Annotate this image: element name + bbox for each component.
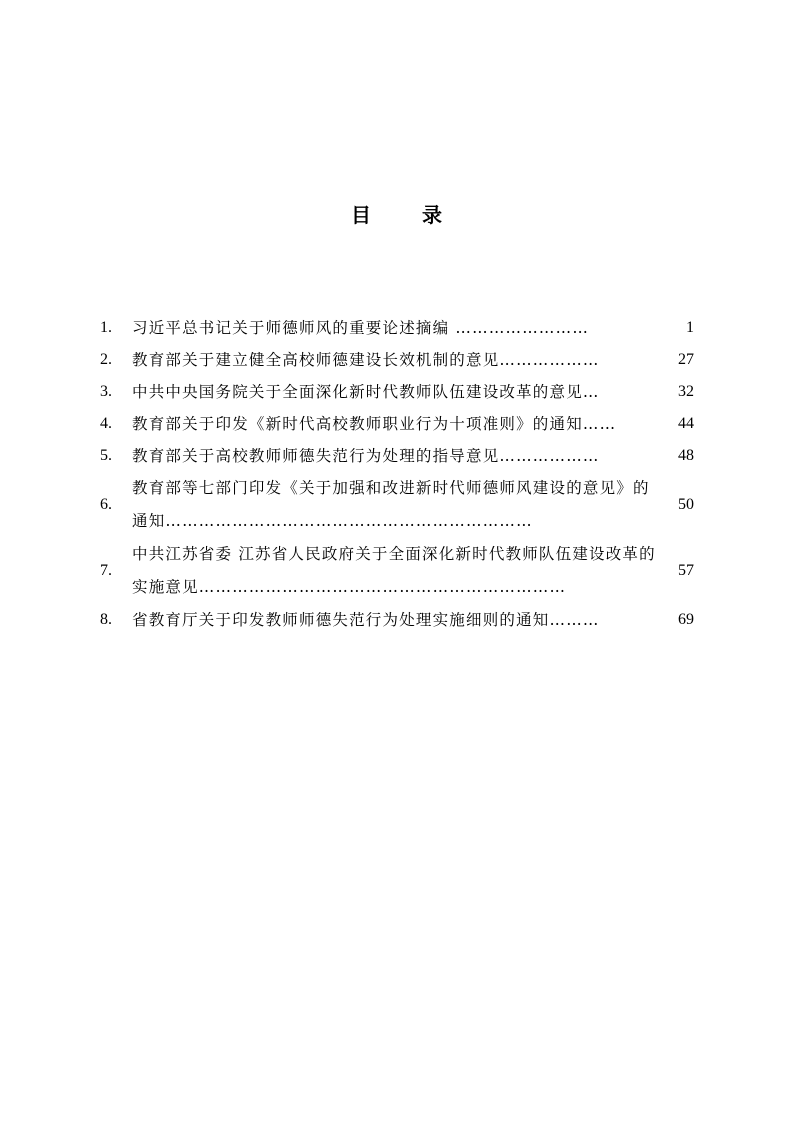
toc-entry[interactable] [100,312,694,344]
toc-entry-page: 1 [686,319,694,336]
toc-entry-title: 省教育厅关于印发教师师德失范行为处理实施细则的通知……… [132,611,600,629]
toc-entry-page: 48 [678,447,694,464]
toc-entry[interactable] [100,604,694,636]
toc-entry-number: 4. [100,415,112,432]
toc-entry-title: 习近平总书记关于师德师风的重要论述摘编 …………………… [132,319,590,337]
toc-entry-page: 32 [678,383,694,400]
toc-entry-title: 教育部等七部门印发《关于加强和改进新时代师德师风建设的意见》的通知………………………………………………………… [132,479,650,530]
toc-entry-title: 教育部关于高校教师师德失范行为处理的指导意见……………… [132,447,600,465]
toc-entry-number: 5. [100,447,112,464]
toc-entry-number: 6. [100,496,112,513]
toc-entry-page: 27 [678,351,694,368]
toc-entry-page: 44 [678,415,694,432]
toc-entry-page: 57 [678,562,694,579]
toc-entry-number: 7. [100,562,112,579]
toc-entry-title: 中共中央国务院关于全面深化新时代教师队伍建设改革的意见… [132,383,600,401]
page-title: 目 录 [351,203,464,227]
toc-entry[interactable] [100,376,694,408]
toc-entry[interactable] [100,472,694,538]
toc-entry[interactable] [100,344,694,376]
toc-entry-number: 2. [100,351,112,368]
toc-entry-number: 8. [100,611,112,628]
toc-entry-title: 教育部关于建立健全高校师德建设长效机制的意见……………… [132,351,600,369]
toc-entry[interactable] [100,538,694,604]
toc-entry-page: 50 [678,496,694,513]
toc-entry[interactable] [100,440,694,472]
toc-entry[interactable] [100,408,694,440]
toc-entry-number: 1. [100,319,112,336]
toc-entry-title: 教育部关于印发《新时代高校教师职业行为十项准则》的通知…… [132,415,617,433]
toc-entry-page: 69 [678,611,694,628]
toc-entry-title: 中共江苏省委 江苏省人民政府关于全面深化新时代教师队伍建设改革的实施意见………………………………………………………… [132,545,656,596]
table-of-contents [100,312,694,636]
toc-entry-number: 3. [100,383,112,400]
